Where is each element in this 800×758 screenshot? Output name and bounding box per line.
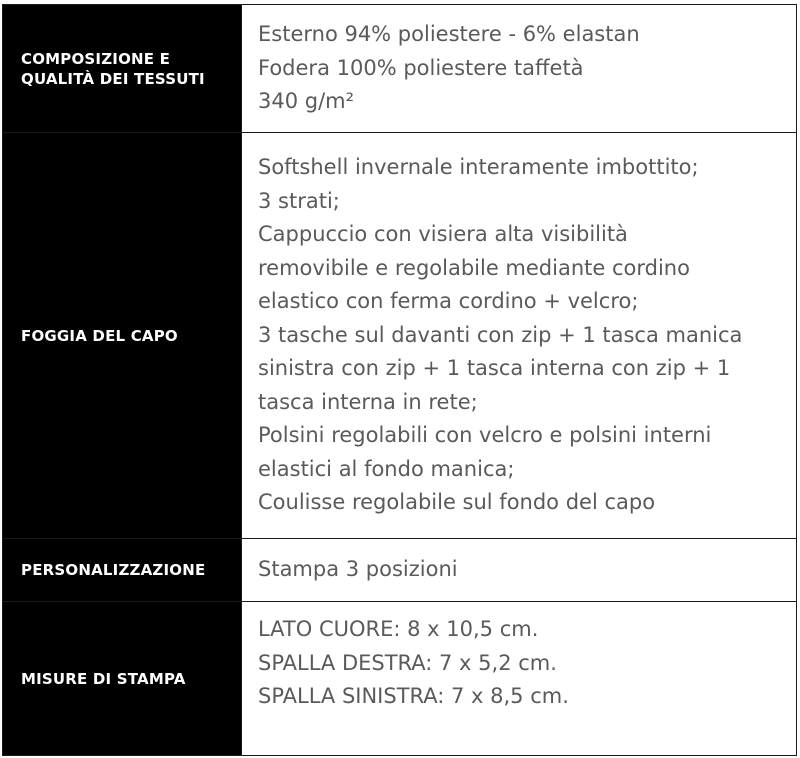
value-line: SPALLA DESTRA: 7 x 5,2 cm. [258,650,557,675]
value-line: Coulisse regolabile sul fondo del capo [258,490,656,515]
row-label-print-sizes: MISURE DI STAMPA [3,602,242,756]
product-spec-table [2,4,797,756]
value-line: sinistra con zip + 1 tasca interna con zip + 1 [258,356,731,381]
value-line: Cappuccio con visiera alta visibilità [258,222,628,247]
row-label-composition: COMPOSIZIONE E QUALITÀ DEI TESSUTI [3,5,242,133]
value-line: 340 g/m² [258,89,355,114]
value-line: 3 strati; [258,188,340,213]
table-row-garment-style [3,133,797,539]
value-line: Polsini regolabili con velcro e polsini interni [258,423,712,448]
table-row-customization [3,539,797,602]
value-line: removibile e regolabile mediante cordino [258,255,690,280]
table-row-print-sizes [3,602,797,756]
value-line: Esterno 94% poliestere - 6% elastan [258,22,640,47]
row-value-garment-style [242,133,797,539]
value-line: LATO CUORE: 8 x 10,5 cm. [258,617,539,641]
row-label-customization: PERSONALIZZAZIONE [3,539,242,602]
value-line: Fodera 100% poliestere taffetà [258,55,584,80]
value-line: SPALLA SINISTRA: 7 x 8,5 cm. [258,684,569,708]
value-line: elastico con ferma cordino + velcro; [258,289,639,314]
row-value-customization [242,539,797,602]
row-value-print-sizes [242,602,797,756]
row-value-composition [242,5,797,133]
row-label-garment-style: FOGGIA DEL CAPO [3,133,242,539]
value-line: 3 tasche sul davanti con zip + 1 tasca manica [258,322,743,347]
value-line: Stampa 3 posizioni [258,557,458,582]
value-line: Softshell invernale interamente imbottito; [258,155,699,180]
value-line: elastici al fondo manica; [258,456,515,481]
table-row-composition [3,5,797,133]
value-line: tasca interna in rete; [258,389,478,414]
